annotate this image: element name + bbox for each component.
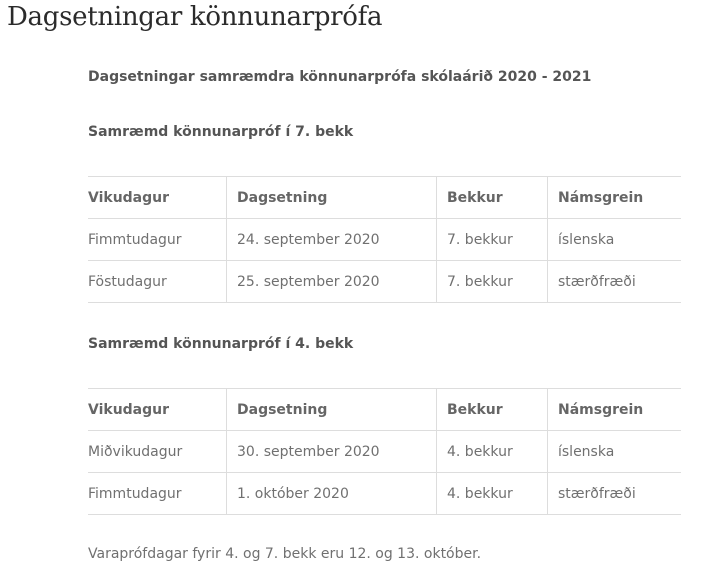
table-cell: 7. bekkur [437, 219, 548, 261]
backup-dates-note: Varaprófdagar fyrir 4. og 7. bekk eru 12. og 13. október. [88, 546, 482, 562]
column-header: Vikudagur [88, 177, 227, 219]
exam-table-7-bekk [88, 176, 681, 303]
column-header: Bekkur [437, 389, 548, 431]
table-cell: 25. september 2020 [227, 261, 437, 303]
table-cell: 4. bekkur [437, 431, 548, 473]
table-cell: Fimmtudagur [88, 473, 227, 515]
table-cell: íslenska [548, 431, 682, 473]
table-cell: íslenska [548, 219, 682, 261]
table-header-row [88, 389, 681, 431]
column-header: Vikudagur [88, 389, 227, 431]
exam-table-4-bekk [88, 388, 681, 515]
table-header-row [88, 177, 681, 219]
table-row [88, 219, 681, 261]
section-heading-4-bekk: Samræmd könnunarpróf í 4. bekk [88, 336, 354, 352]
subtitle: Dagsetningar samræmdra könnunarprófa skólaárið 2020 - 2021 [88, 69, 592, 85]
table-cell: stærðfræði [548, 473, 682, 515]
table-cell: 4. bekkur [437, 473, 548, 515]
column-header: Námsgrein [548, 177, 682, 219]
section-heading-7-bekk: Samræmd könnunarpróf í 7. bekk [88, 124, 354, 140]
table-row [88, 261, 681, 303]
column-header: Dagsetning [227, 389, 437, 431]
table-row [88, 431, 681, 473]
column-header: Dagsetning [227, 177, 437, 219]
table-cell: 1. október 2020 [227, 473, 437, 515]
table-row [88, 473, 681, 515]
table-cell: Föstudagur [88, 261, 227, 303]
table-cell: 7. bekkur [437, 261, 548, 303]
table-cell: Fimmtudagur [88, 219, 227, 261]
table-cell: Miðvikudagur [88, 431, 227, 473]
column-header: Námsgrein [548, 389, 682, 431]
table-cell: 30. september 2020 [227, 431, 437, 473]
column-header: Bekkur [437, 177, 548, 219]
table-cell: stærðfræði [548, 261, 682, 303]
page-title: Dagsetningar könnunarprófa [7, 2, 383, 32]
table-cell: 24. september 2020 [227, 219, 437, 261]
